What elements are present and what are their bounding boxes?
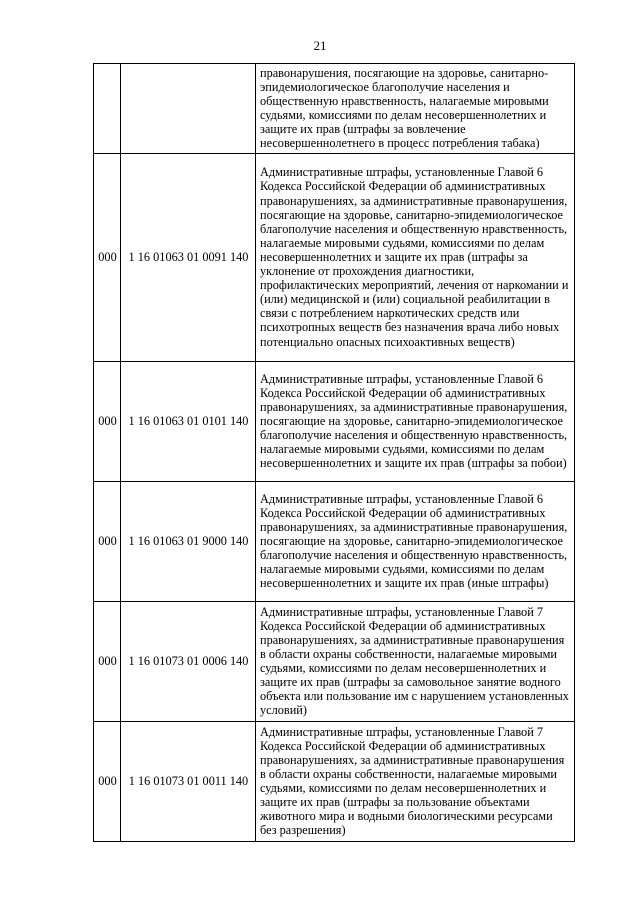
admin-code-cell bbox=[94, 64, 121, 154]
admin-code-cell: 000 bbox=[94, 722, 121, 842]
budget-code-cell: 1 16 01073 01 0006 140 bbox=[121, 602, 256, 722]
budget-code-cell: 1 16 01063 01 0091 140 bbox=[121, 154, 256, 362]
budget-classification-table bbox=[93, 63, 575, 842]
description-cell: Административные штрафы, установленные Главой 7 Кодекса Российской Федерации об административных правонарушениях, за административные правонарушения в области охраны собственности, налагаемые мировыми судьями, комиссиями по делам несовершеннолетних и защите их прав (штрафы за пользование объектами животного мира и водными биологическими ресурсами без разрешения) bbox=[256, 722, 575, 842]
table-row bbox=[94, 482, 575, 602]
table-row bbox=[94, 362, 575, 482]
budget-code-cell: 1 16 01063 01 9000 140 bbox=[121, 482, 256, 602]
table-row bbox=[94, 722, 575, 842]
description-cell: правонарушения, посягающие на здоровье, санитарно-эпидемиологическое благополучие населения и общественную нравственность, налагаемые мировыми судьями, комиссиями по делам несовершеннолетних и защите их прав (штрафы за вовлечение несовершеннолетнего в процесс потребления табака) bbox=[256, 64, 575, 154]
description-cell: Административные штрафы, установленные Главой 6 Кодекса Российской Федерации об административных правонарушениях, за административные правонарушения, посягающие на здоровье, санитарно-эпидемиологическое благополучие населения и общественную нравственность, налагаемые мировыми судьями, комиссиями по делам несовершеннолетних и защите их прав (штрафы за уклонение от прохождения диагностики, профилактических мероприятий, лечения от наркомании и (или) медицинской и (или) социальной реабилитации в связи с потреблением наркотических средств или психотропных веществ без назначения врача либо новых потенциально опасных психоактивных веществ) bbox=[256, 154, 575, 362]
table-row bbox=[94, 154, 575, 362]
table-row bbox=[94, 64, 575, 154]
description-cell: Административные штрафы, установленные Главой 7 Кодекса Российской Федерации об административных правонарушениях, за административные правонарушения в области охраны собственности, налагаемые мировыми судьями, комиссиями по делам несовершеннолетних и защите их прав (штрафы за самовольное занятие водного объекта или пользование им с нарушением установленных условий) bbox=[256, 602, 575, 722]
admin-code-cell: 000 bbox=[94, 154, 121, 362]
admin-code-cell: 000 bbox=[94, 602, 121, 722]
admin-code-cell: 000 bbox=[94, 362, 121, 482]
budget-code-cell: 1 16 01063 01 0101 140 bbox=[121, 362, 256, 482]
table-row bbox=[94, 602, 575, 722]
admin-code-cell: 000 bbox=[94, 482, 121, 602]
page-number: 21 bbox=[313, 38, 327, 53]
description-cell: Административные штрафы, установленные Главой 6 Кодекса Российской Федерации об административных правонарушениях, за административные правонарушения, посягающие на здоровье, санитарно-эпидемиологическое благополучие населения и общественную нравственность, налагаемые мировыми судьями, комиссиями по делам несовершеннолетних и защите их прав (иные штрафы) bbox=[256, 482, 575, 602]
description-cell: Административные штрафы, установленные Главой 6 Кодекса Российской Федерации об административных правонарушениях, за административные правонарушения, посягающие на здоровье, санитарно-эпидемиологическое благополучие населения и общественную нравственность, налагаемые мировыми судьями, комиссиями по делам несовершеннолетних и защите их прав (штрафы за побои) bbox=[256, 362, 575, 482]
budget-code-cell bbox=[121, 64, 256, 154]
budget-code-cell: 1 16 01073 01 0011 140 bbox=[121, 722, 256, 842]
